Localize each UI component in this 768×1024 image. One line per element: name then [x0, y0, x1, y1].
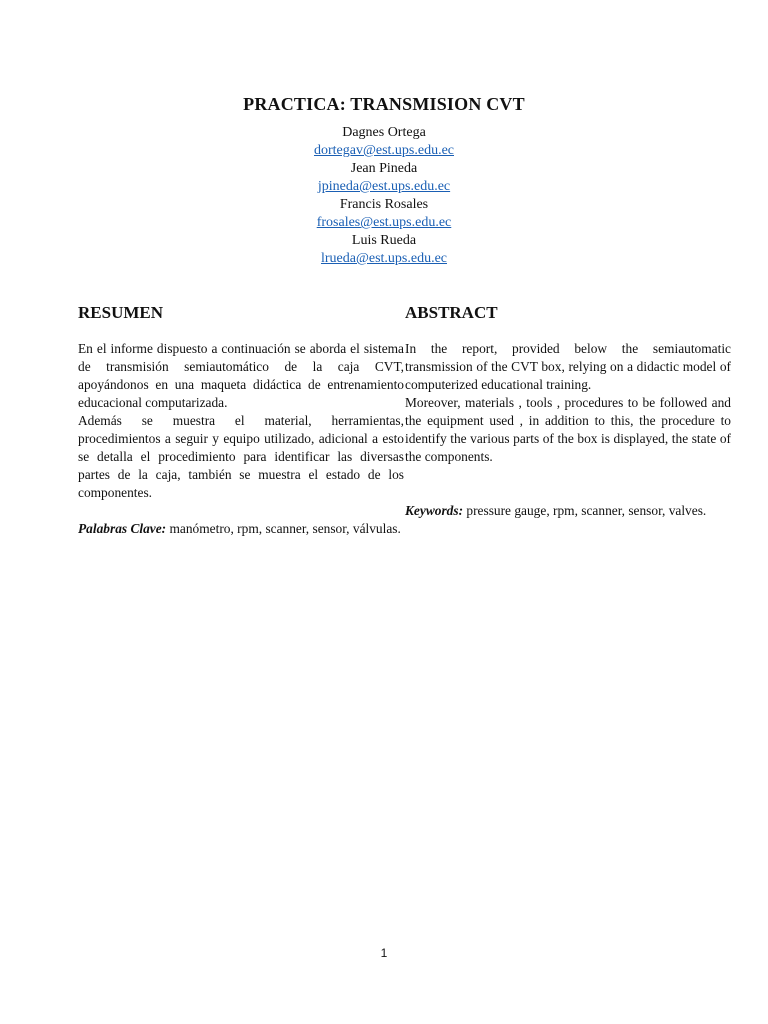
author-email-link[interactable]: jpineda@est.ups.edu.ec: [317, 179, 451, 194]
resumen-keywords: [78, 520, 404, 538]
abstract-paragraph: Moreover, materials , tools , procedures to be followed and the equipment used , in addition to this, the procedure to identify the various parts of the box is displayed, the state of the components.: [405, 395, 731, 464]
resumen-paragraph: En el informe dispuesto a continuación se aborda el sistema de transmisión semiautomático de la caja CVT, apoyándonos en una maqueta didáctica de entrenamiento educacional computarizada.: [78, 341, 404, 410]
keywords-text: manómetro, rpm, scanner, sensor, válvulas.: [166, 521, 401, 536]
abstract-column: [405, 302, 731, 520]
author-name: Luis Rueda: [351, 233, 417, 248]
resumen-paragraph: Además se muestra el material, herramientas, procedimientos a seguir y equipo utilizado, adicional a esto se detalla el procedimiento para identificar las diversas partes de la caja, también se muestra el estado de los componentes.: [78, 413, 404, 500]
page-number: 1: [380, 946, 388, 960]
author-block: [0, 124, 768, 268]
author-email-link[interactable]: lrueda@est.ups.edu.ec: [320, 251, 447, 266]
paper-title: PRACTICA: TRANSMISION CVT: [243, 94, 525, 114]
keywords-label: Palabras Clave:: [78, 521, 167, 536]
author-name: Jean Pineda: [350, 161, 418, 176]
resumen-heading: RESUMEN: [78, 303, 164, 322]
author-email-link[interactable]: dortegav@est.ups.edu.ec: [313, 143, 454, 158]
keywords-text: pressure gauge, rpm, scanner, sensor, valves.: [463, 503, 707, 518]
author-name: Francis Rosales: [339, 197, 429, 212]
resumen-column: [78, 302, 404, 538]
author-email-link[interactable]: frosales@est.ups.edu.ec: [316, 215, 452, 230]
abstract-paragraph: In the report, provided below the semiautomatic transmission of the CVT box, relying on a didactic model of computerized educational training.: [405, 341, 731, 392]
abstract-keywords: [405, 502, 731, 520]
keywords-label: Keywords:: [405, 503, 464, 518]
author-name: Dagnes Ortega: [342, 125, 426, 140]
abstract-heading: ABSTRACT: [405, 303, 498, 322]
